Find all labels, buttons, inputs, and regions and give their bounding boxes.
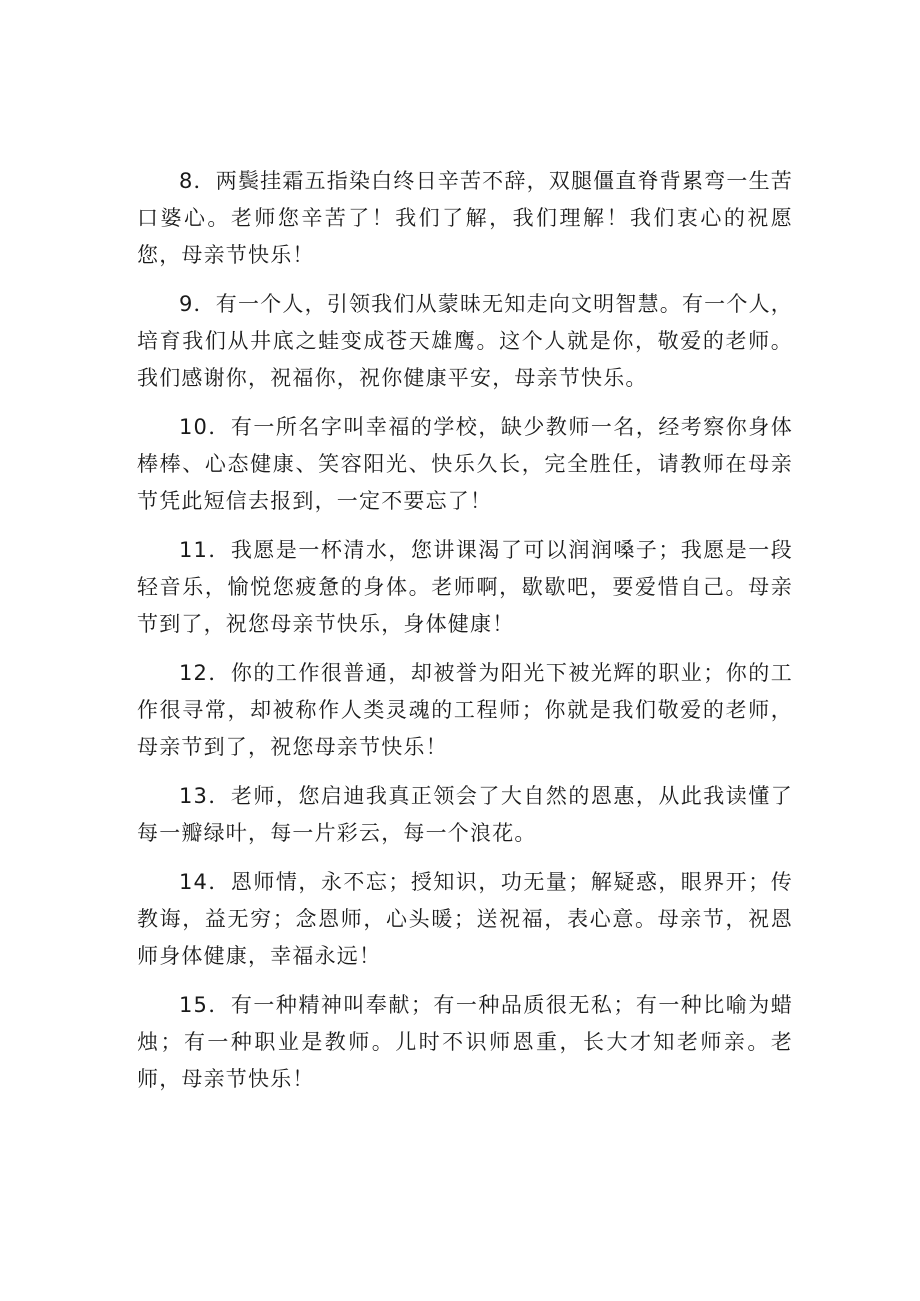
paragraph-8: 8．两鬓挂霜五指染白终日辛苦不辞，双腿僵直脊背累弯一生苦口婆心。老师您辛苦了！我们了解，我们理解！我们衷心的祝愿您，母亲节快乐！ (137, 169, 793, 267)
paragraph-11: 11．我愿是一杯清水，您讲课渴了可以润润嗓子；我愿是一段轻音乐，愉悦您疲惫的身体。老师啊，歇歇吧，要爱惜自己。母亲节到了，祝您母亲节快乐，身体健康！ (137, 538, 793, 636)
paragraph-9: 9．有一个人，引领我们从蒙昧无知走向文明智慧。有一个人，培育我们从井底之蛙变成苍天雄鹰。这个人就是你，敬爱的老师。我们感谢你，祝福你，祝你健康平安，母亲节快乐。 (137, 292, 793, 390)
document-body (137, 163, 793, 1110)
paragraph-13: 13．老师，您启迪我真正领会了大自然的恩惠，从此我读懂了每一瓣绿叶，每一片彩云，每一个浪花。 (137, 784, 793, 845)
paragraph-10: 10．有一所名字叫幸福的学校，缺少教师一名，经考察你身体棒棒、心态健康、笑容阳光、快乐久长，完全胜任，请教师在母亲节凭此短信去报到，一定不要忘了！ (137, 415, 793, 513)
paragraph-15: 15．有一种精神叫奉献；有一种品质很无私；有一种比喻为蜡烛；有一种职业是教师。儿时不识师恩重，长大才知老师亲。老师，母亲节快乐！ (137, 993, 793, 1091)
paragraph-14: 14．恩师情，永不忘；授知识，功无量；解疑惑，眼界开；传教诲，益无穷；念恩师，心头暖；送祝福，表心意。母亲节，祝恩师身体健康，幸福永远！ (137, 870, 793, 968)
paragraph-12: 12．你的工作很普通，却被誉为阳光下被光辉的职业；你的工作很寻常，却被称作人类灵魂的工程师；你就是我们敬爱的老师，母亲节到了，祝您母亲节快乐！ (137, 661, 793, 759)
